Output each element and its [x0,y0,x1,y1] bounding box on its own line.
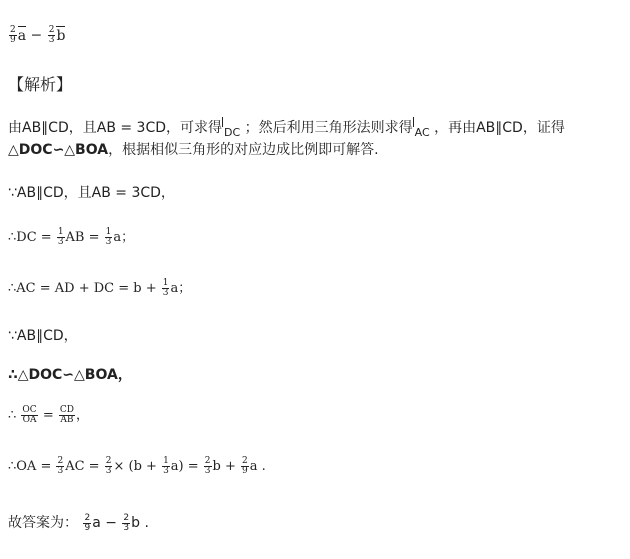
fraction: $\frac{2}{3}$ [48,25,55,45]
fraction: $\frac{2}{9}$ [84,512,91,533]
fraction: $\frac{1}{3}$ [162,278,169,298]
fraction: $\frac{CD}{AB}$ [59,405,74,425]
fraction: $\frac{2}{3}$ [204,456,211,476]
fraction: $\frac{1}{3}$ [105,227,112,247]
fraction: $\frac{1}{3}$ [163,456,169,476]
step-line-6: ∵AB∥CD， [8,328,78,344]
top-answer [8,26,65,45]
step-line-9: ∴OA = $\frac{2}{3}$ AC = $\frac{2}{3}$ × (b + $\frac{1}{3}$ a) = $\frac{2}{3}$ b + $\frac{2}{9}$ a . [8,456,266,476]
fraction: $\frac{2}{9}$ [242,456,248,476]
fraction: $\frac{2}{3}$ [57,456,64,476]
step-line-5: ∴AC = AD + DC = b + $\frac{1}{3}$ a； [8,278,192,298]
fraction: $\frac{2}{3}$ [105,456,112,476]
fraction: $\frac{2}{3}$ [123,512,130,533]
step-line-4: ∴DC = $\frac{1}{3}$ AB = $\frac{1}{3}$ a； [8,227,135,247]
vector-a: a [17,27,27,44]
step-line-7: ∴△DOC∽△BOA， [8,367,132,383]
vector-b: b [56,27,66,44]
step-line-3: ∵AB∥CD，且AB = 3CD， [8,185,175,201]
analysis-line-1: 由AB∥CD，且AB = 3CD，可求得 $_{DC}$ ；然后利用三角形法则求得 $_{AC}$ ，再由AB∥CD，证得 [8,117,565,139]
fraction: $\frac{OC}{OA}$ [22,405,37,425]
fraction: $\frac{2}{9}$ [10,25,16,45]
step-line-8: ∴ $\frac{OC}{OA}$ = $\frac{CD}{AB}$ ， [8,405,89,425]
similar-triangles: △DOC∽△BOA [8,142,109,158]
fraction: $\frac{1}{3}$ [57,227,64,247]
section-title: 【解析】 [8,75,73,94]
minus-sign: − [30,27,43,44]
final-answer: 故答案为： $\frac{2}{9}$ a − $\frac{2}{3}$ b . [8,512,149,533]
analysis-line-2: △DOC∽△BOA，根据相似三角形的对应边成比例即可解答. [8,142,379,158]
